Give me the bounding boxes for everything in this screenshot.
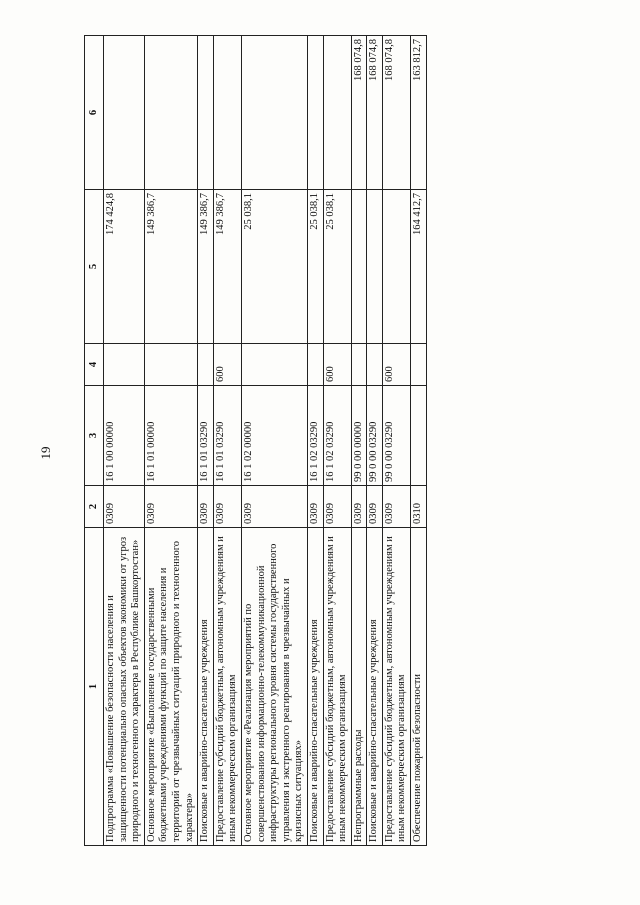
- row-target-article: [411, 386, 427, 486]
- row-expense-type: [241, 344, 307, 386]
- budget-table: [84, 35, 427, 846]
- row-amount-6: 168 074,8: [382, 36, 410, 190]
- row-name: Предоставление субсидий бюджетным, автономным учреждениям и иным некоммерческим организациям: [382, 528, 410, 846]
- column-header: 3: [85, 386, 104, 486]
- row-target-article: 16 1 02 03290: [307, 386, 323, 486]
- column-header: 4: [85, 344, 104, 386]
- row-section: 0309: [104, 486, 145, 528]
- row-expense-type: 600: [323, 344, 351, 386]
- rotated-table-container: [84, 36, 554, 846]
- row-name: Поисковые и аварийно-спасательные учреждения: [367, 528, 383, 846]
- row-expense-type: [144, 344, 197, 386]
- table-row: [104, 36, 145, 846]
- row-amount-6: [323, 36, 351, 190]
- row-section: 0309: [351, 486, 367, 528]
- row-amount-5: [382, 190, 410, 344]
- row-target-article: 16 1 00 00000: [104, 386, 145, 486]
- row-target-article: 16 1 01 03290: [198, 386, 214, 486]
- column-header: 5: [85, 190, 104, 344]
- table-row: [213, 36, 241, 846]
- row-name: Предоставление субсидий бюджетным, автономным учреждениям и иным некоммерческим организациям: [323, 528, 351, 846]
- row-section: 0309: [307, 486, 323, 528]
- table-row: [351, 36, 367, 846]
- table-row: [367, 36, 383, 846]
- row-expense-type: [351, 344, 367, 386]
- page-number: 19: [38, 446, 53, 460]
- row-expense-type: 600: [382, 344, 410, 386]
- row-target-article: 16 1 02 00000: [241, 386, 307, 486]
- row-section: 0309: [323, 486, 351, 528]
- row-section: 0309: [241, 486, 307, 528]
- row-expense-type: [367, 344, 383, 386]
- row-name: Обеспечение пожарной безопасности: [411, 528, 427, 846]
- row-target-article: 16 1 01 03290: [213, 386, 241, 486]
- row-amount-5: 149 386,7: [144, 190, 197, 344]
- row-target-article: 99 0 00 00000: [351, 386, 367, 486]
- row-amount-5: 149 386,7: [198, 190, 214, 344]
- row-amount-6: [104, 36, 145, 190]
- row-expense-type: [411, 344, 427, 386]
- row-section: 0309: [213, 486, 241, 528]
- row-amount-6: 168 074,8: [351, 36, 367, 190]
- table-row: [411, 36, 427, 846]
- row-name: Предоставление субсидий бюджетным, автономным учреждениям и иным некоммерческим организациям: [213, 528, 241, 846]
- row-expense-type: [307, 344, 323, 386]
- table-row: [323, 36, 351, 846]
- row-amount-5: 25 038,1: [323, 190, 351, 344]
- row-amount-6: [144, 36, 197, 190]
- row-amount-6: [213, 36, 241, 190]
- row-amount-6: [198, 36, 214, 190]
- row-name: Подпрограмма «Повышение безопасности населения и защищенности потенциально опасных объектов экономики от угроз природного и техногенного характера в Республике Башкортостан»: [104, 528, 145, 846]
- column-header: 6: [85, 36, 104, 190]
- row-section: 0309: [144, 486, 197, 528]
- row-amount-6: [307, 36, 323, 190]
- table-row: [198, 36, 214, 846]
- row-section: 0309: [382, 486, 410, 528]
- row-amount-5: [367, 190, 383, 344]
- row-name: Основное мероприятие «Реализация мероприятий по совершенствованию информационно-телекоммуникационной инфраструктуры регионального уровня системы государственного управления и экстренного реагирования в чрезвычайных и кризисных ситуациях»: [241, 528, 307, 846]
- row-amount-6: 168 074,8: [367, 36, 383, 190]
- table-row: [307, 36, 323, 846]
- row-expense-type: [104, 344, 145, 386]
- row-expense-type: [198, 344, 214, 386]
- table-row: [382, 36, 410, 846]
- row-name: Поисковые и аварийно-спасательные учреждения: [307, 528, 323, 846]
- row-amount-6: 163 812,7: [411, 36, 427, 190]
- column-header: 2: [85, 486, 104, 528]
- row-target-article: 99 0 00 03290: [382, 386, 410, 486]
- table-row: [144, 36, 197, 846]
- row-section: 0309: [198, 486, 214, 528]
- row-amount-5: 174 424,8: [104, 190, 145, 344]
- row-expense-type: 600: [213, 344, 241, 386]
- row-amount-5: 164 412,7: [411, 190, 427, 344]
- row-amount-5: 25 038,1: [307, 190, 323, 344]
- row-name: Поисковые и аварийно-спасательные учреждения: [198, 528, 214, 846]
- row-amount-5: [351, 190, 367, 344]
- row-section: 0309: [367, 486, 383, 528]
- header-row: [85, 36, 104, 846]
- row-target-article: 99 0 00 03290: [367, 386, 383, 486]
- row-section: 0310: [411, 486, 427, 528]
- row-amount-6: [241, 36, 307, 190]
- table-row: [241, 36, 307, 846]
- row-name: Непрограммные расходы: [351, 528, 367, 846]
- column-header: 1: [85, 528, 104, 846]
- row-name: Основное мероприятие «Выполнение государственными бюджетными учреждениями функций по защите населения и территорий от чрезвычайных ситуаций природного и техногенного характера»: [144, 528, 197, 846]
- row-target-article: 16 1 01 00000: [144, 386, 197, 486]
- row-amount-5: 149 386,7: [213, 190, 241, 344]
- row-target-article: 16 1 02 03290: [323, 386, 351, 486]
- row-amount-5: 25 038,1: [241, 190, 307, 344]
